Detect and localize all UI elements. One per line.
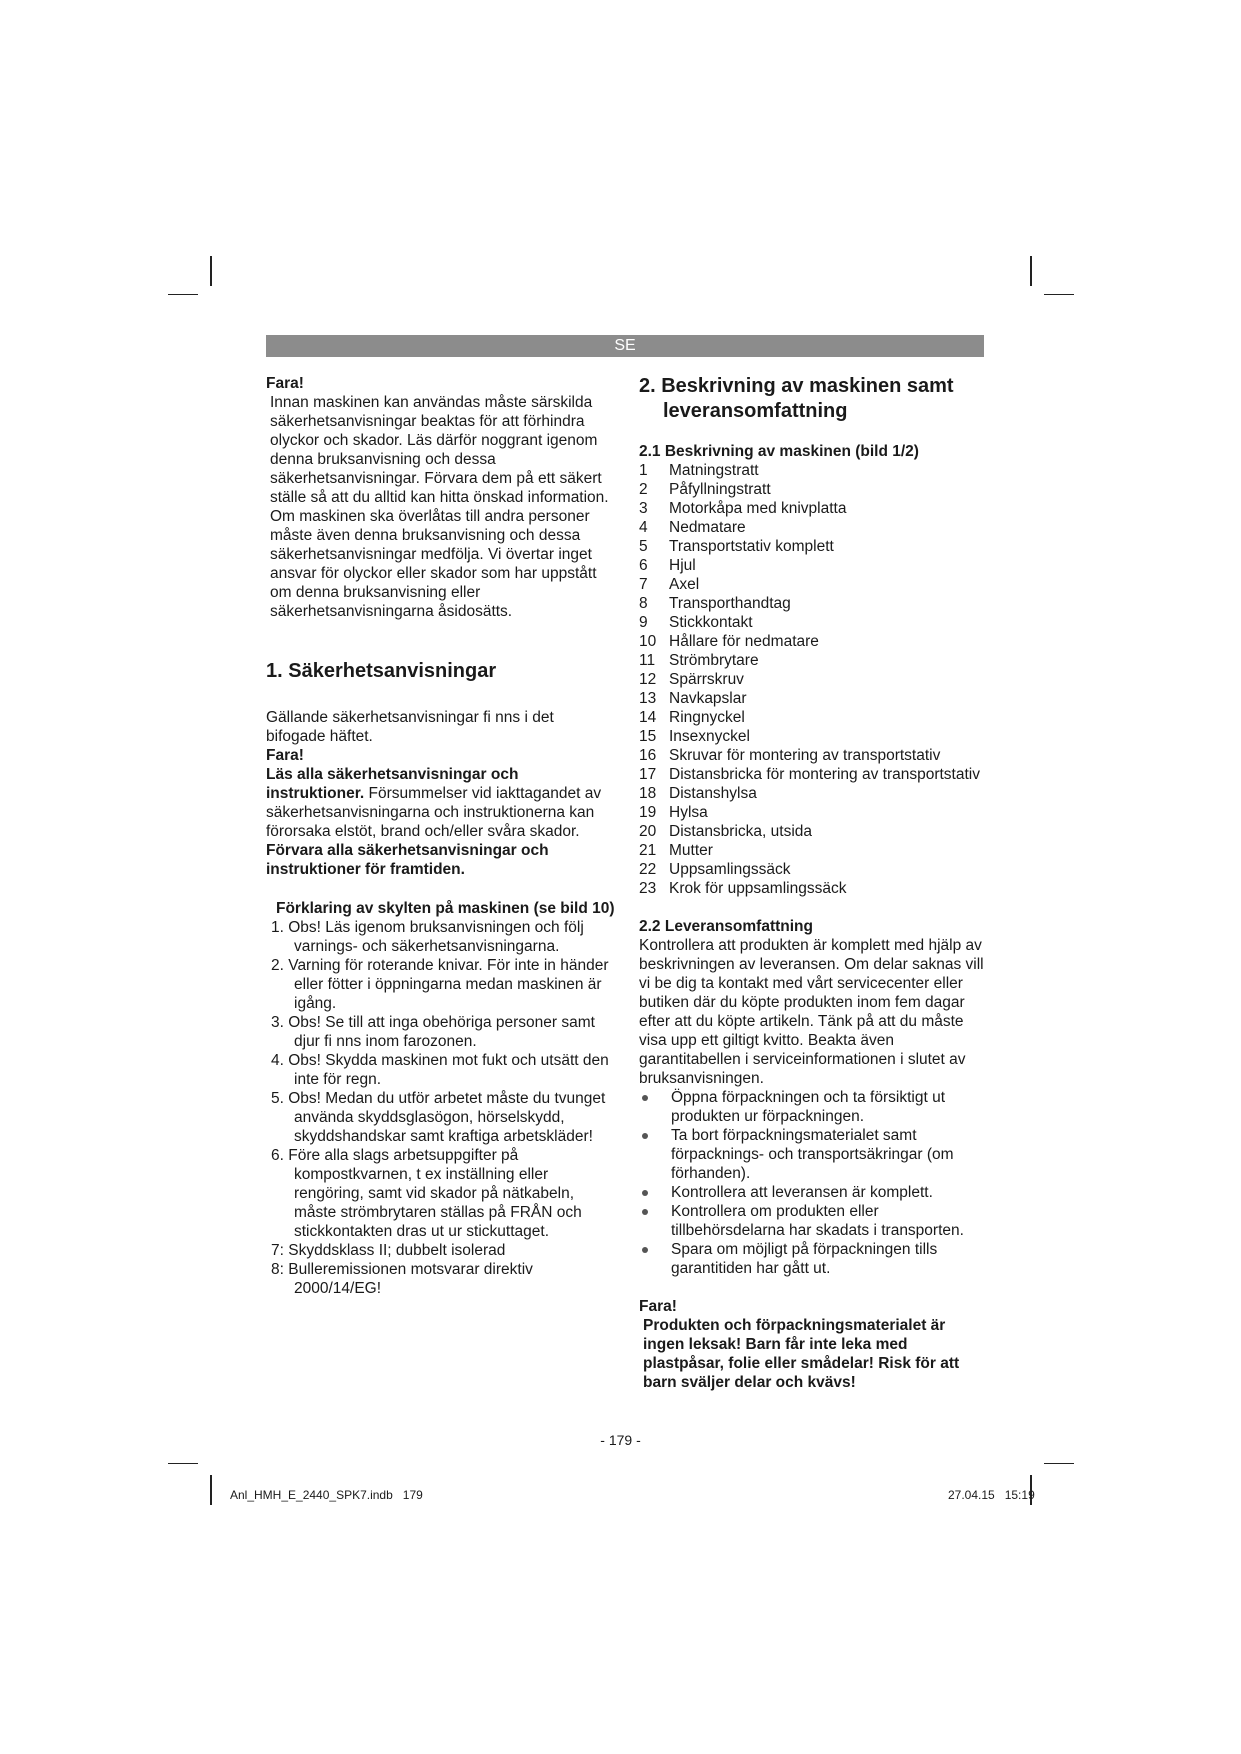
list-item: 9 Stickkontakt bbox=[639, 614, 753, 631]
list-item: 8: Bulleremissionen motsvarar direktiv 2000/14/EG! bbox=[271, 1261, 533, 1297]
danger-title: Fara! bbox=[266, 375, 304, 392]
list-item: 21 Mutter bbox=[639, 842, 713, 859]
subsection-2-1-title: 2.1 Beskrivning av maskinen (bild 1/2) bbox=[639, 443, 919, 460]
footer-file: Anl_HMH_E_2440_SPK7.indb 179 bbox=[230, 1488, 423, 1502]
list-item: Ta bort förpackningsmaterialet samt förpacknings- och transportsäkringar (om förhanden). bbox=[639, 1126, 989, 1183]
list-item: 2. Varning för roterande knivar. För inte in händer eller fötter i öppningarna medan maskinen är igång. bbox=[271, 957, 609, 1012]
list-item: 20 Distansbricka, utsida bbox=[639, 823, 813, 840]
list-item: 23 Krok för uppsamlingssäck bbox=[639, 880, 847, 897]
list-item: 19 Hylsa bbox=[639, 804, 708, 821]
list-item: 18 Distanshylsa bbox=[639, 785, 757, 802]
delivery-bullets bbox=[639, 1088, 989, 1278]
danger-text: Innan maskinen kan användas måste särskilda säkerhetsanvisningar beaktas för att förhindra olyckor och skador. Läs därför noggrant igenom denna bruksanvisning och dessa säkerhetsanvisningar. Förvara dem på ett säkert ställe så att du alltid kan hitta önskad information. Om maskinen ska överlåtas till andra personer måste även denna bruksanvisning och dessa säkerhetsanvisningar medfölja. Vi övertar inget ansvar för olyckor eller skador som har uppstått om denna bruksanvisning eller säkerhetsanvisningarna åsidosätts. bbox=[270, 394, 609, 620]
crop-mark bbox=[210, 1475, 212, 1505]
danger-2-bold-2: Förvara alla säkerhetsanvisningar och instruktioner för framtiden. bbox=[266, 842, 549, 878]
left-column bbox=[266, 374, 616, 1298]
list-item: 17 Distansbricka för montering av transportstativ bbox=[639, 766, 980, 783]
crop-mark bbox=[1044, 294, 1074, 295]
danger-title-2: Fara! bbox=[266, 747, 304, 764]
danger-title-3: Fara! bbox=[639, 1298, 677, 1315]
crop-mark bbox=[1044, 1463, 1074, 1464]
list-item: 22 Uppsamlingssäck bbox=[639, 861, 791, 878]
subsection-2-2-title: 2.2 Leveransomfattning bbox=[639, 918, 813, 935]
list-item: 15 Insexnyckel bbox=[639, 728, 750, 745]
language-header: SE bbox=[266, 335, 984, 357]
sign-explanation-title: Förklaring av skylten på maskinen (se bild 10) bbox=[276, 900, 615, 917]
list-item: 7 Axel bbox=[639, 576, 700, 593]
section-2-title: 2. Beskrivning av maskinen samt leveransomfattning bbox=[639, 375, 954, 422]
list-item: 4 Nedmatare bbox=[639, 519, 746, 536]
parts-list bbox=[639, 461, 989, 898]
list-item: 10 Hållare för nedmatare bbox=[639, 633, 819, 650]
list-item: Öppna förpackningen och ta försiktigt ut produkten ur förpackningen. bbox=[639, 1088, 989, 1126]
list-item: 14 Ringnyckel bbox=[639, 709, 745, 726]
crop-mark bbox=[168, 1463, 198, 1464]
list-item: Kontrollera om produkten eller tillbehörsdelarna har skadats i transporten. bbox=[639, 1202, 989, 1240]
danger-2-paragraph bbox=[266, 765, 616, 879]
list-item: 1 Matningstratt bbox=[639, 462, 759, 479]
list-item: 2 Påfyllningstratt bbox=[639, 481, 771, 498]
list-item: 8 Transporthandtag bbox=[639, 595, 791, 612]
sign-list bbox=[266, 918, 616, 1298]
list-item: 11 Strömbrytare bbox=[639, 652, 759, 669]
list-item: 5. Obs! Medan du utför arbetet måste du tvunget använda skyddsglasögon, hörselskydd, skyddshandskar samt kraftiga arbetskläder! bbox=[271, 1090, 606, 1145]
page-number: - 179 - bbox=[600, 1432, 641, 1448]
footer-datetime: 27.04.15 15:19 bbox=[948, 1488, 1035, 1502]
list-item: 6 Hjul bbox=[639, 557, 696, 574]
danger-3-text: Produkten och förpackningsmaterialet är ingen leksak! Barn får inte leka med plastpåsar, folie eller smådelar! Risk för att barn sväljer delar och kvävs! bbox=[643, 1317, 960, 1391]
list-item: 3. Obs! Se till att inga obehöriga personer samt djur fi nns inom farozonen. bbox=[271, 1014, 595, 1050]
section-1-intro: Gällande säkerhetsanvisningar fi nns i det bifogade häftet. bbox=[266, 709, 554, 745]
list-item: 13 Navkapslar bbox=[639, 690, 747, 707]
list-item: 7: Skyddsklass II; dubbelt isolerad bbox=[271, 1242, 506, 1259]
list-item: 5 Transportstativ komplett bbox=[639, 538, 834, 555]
list-item: 4. Obs! Skydda maskinen mot fukt och utsätt den inte för regn. bbox=[271, 1052, 609, 1088]
section-1-title: 1. Säkerhetsanvisningar bbox=[266, 660, 497, 682]
list-item: 12 Spärrskruv bbox=[639, 671, 744, 688]
crop-mark bbox=[210, 256, 212, 286]
list-item: Spara om möjligt på förpackningen tills garantitiden har gått ut. bbox=[639, 1240, 989, 1278]
list-item: 1. Obs! Läs igenom bruksanvisningen och följ varnings- och säkerhetsanvisningarna. bbox=[271, 919, 584, 955]
list-item: 16 Skruvar för montering av transportstativ bbox=[639, 747, 941, 764]
right-column bbox=[639, 374, 989, 1392]
danger-2-text: Försummelser vid iakttagandet av säkerhetsanvisningarna och instruktionerna kan förorsaka elstöt, brand och/eller svåra skador. bbox=[266, 785, 602, 840]
crop-mark bbox=[168, 294, 198, 295]
crop-mark bbox=[1030, 256, 1032, 286]
delivery-text: Kontrollera att produkten är komplett med hjälp av beskrivningen av leveransen. Om delar saknas vill vi be dig ta kontakt med vårt servicecenter eller butiken där du köpte produkten inom fem dagar efter att du köpte artikeln. Tänk på att du måste visa upp ett giltigt kvitto. Beakta även garantitabellen i serviceinformationen i slutet av bruksanvisningen. bbox=[639, 937, 984, 1087]
list-item: Kontrollera att leveransen är komplett. bbox=[639, 1183, 989, 1202]
danger-2-bold: Läs alla säkerhetsanvisningar och instruktioner. bbox=[266, 766, 519, 802]
list-item: 6. Före alla slags arbetsuppgifter på kompostkvarnen, t ex inställning eller rengöring, samt vid skador på nätkabeln, måste strömbrytaren ställas på FRÅN och stickkontakten dras ut ur stickuttaget. bbox=[271, 1147, 582, 1240]
list-item: 3 Motorkåpa med knivplatta bbox=[639, 500, 847, 517]
